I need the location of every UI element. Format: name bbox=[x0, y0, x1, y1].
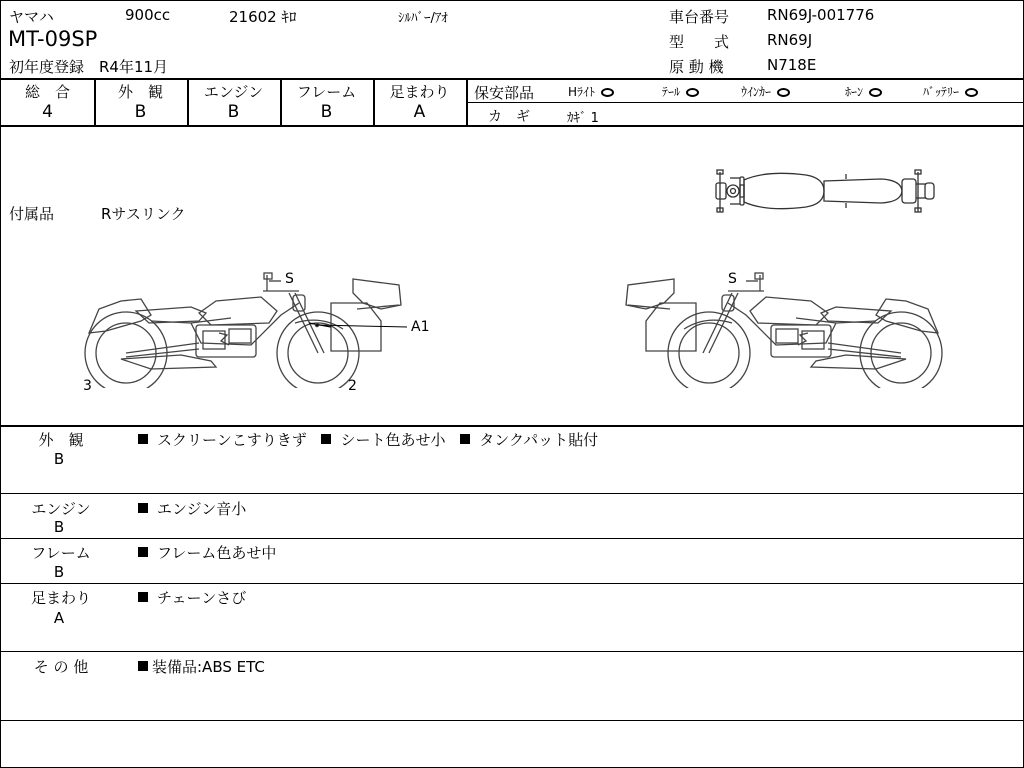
section-frame-grade: B bbox=[53, 563, 65, 581]
bullet-square-icon bbox=[138, 592, 148, 602]
divider bbox=[466, 79, 468, 125]
divider bbox=[1, 583, 1023, 584]
divider bbox=[1, 493, 1023, 494]
accessories-value: Rサスリンク bbox=[101, 205, 186, 223]
motorcycle-right-side-view-icon bbox=[616, 263, 946, 388]
displacement: 900cc bbox=[125, 6, 171, 24]
bullet-square-icon bbox=[460, 434, 470, 444]
first-registration-value: R4年11月 bbox=[99, 58, 169, 76]
ok-circle-icon bbox=[777, 88, 790, 97]
divider bbox=[1, 78, 1023, 80]
section-exterior-grade: B bbox=[53, 450, 65, 468]
safety-item-tail: ﾃｰﾙ bbox=[662, 83, 699, 100]
section-other-label: そ の 他 bbox=[33, 658, 89, 676]
motorcycle-left-side-view-icon bbox=[81, 263, 411, 388]
bullet-square-icon bbox=[138, 434, 148, 444]
accessories-label: 付属品 bbox=[9, 205, 55, 223]
key-label: カ ギ bbox=[488, 109, 530, 125]
safety-item-horn: ﾎｰﾝ bbox=[845, 83, 882, 100]
divider bbox=[468, 102, 1023, 103]
divider bbox=[1, 538, 1023, 539]
frame-no-value: RN69J-001776 bbox=[767, 6, 875, 24]
section-suspension-label: 足まわり bbox=[30, 589, 91, 607]
grade-overall-value: 4 bbox=[42, 102, 53, 122]
grade-suspension-value: A bbox=[413, 102, 426, 122]
engine-label: 原 動 機 bbox=[669, 58, 724, 76]
ok-circle-icon bbox=[601, 88, 614, 97]
section-engine-notes: エンジン音小 bbox=[138, 498, 246, 519]
type-label: 型 式 bbox=[669, 33, 730, 51]
section-suspension-notes: チェーンさび bbox=[138, 587, 246, 608]
damage-mark-a1: A1 bbox=[411, 319, 430, 335]
section-engine-grade: B bbox=[53, 518, 65, 536]
engine-value: N718E bbox=[767, 56, 817, 74]
section-suspension-grade: A bbox=[53, 609, 65, 627]
damage-mark-2: 2 bbox=[348, 378, 357, 394]
section-other-notes: 装備品:ABS ETC bbox=[138, 656, 265, 677]
safety-item-battery: ﾊﾞｯﾃﾘｰ bbox=[923, 83, 978, 100]
ok-circle-icon bbox=[686, 88, 699, 97]
bullet-square-icon bbox=[138, 547, 148, 557]
safety-label: 保安部品 bbox=[474, 84, 535, 102]
section-engine-label: エンジン bbox=[31, 500, 91, 518]
frame-no-label: 車台番号 bbox=[669, 8, 730, 26]
grade-overall-label: 総 合 bbox=[24, 83, 70, 101]
section-exterior-label: 外 観 bbox=[38, 431, 84, 449]
mileage: 21602 ｷﾛ bbox=[229, 8, 297, 26]
grade-frame-value: B bbox=[320, 102, 333, 122]
damage-mark-s-right: S bbox=[728, 271, 737, 287]
first-registration-label: 初年度登録 bbox=[9, 58, 85, 76]
section-frame-label: フレーム bbox=[31, 544, 91, 562]
key-value: ｶｷﾞ 1 bbox=[567, 111, 599, 126]
grade-frame-label: フレーム bbox=[296, 83, 357, 101]
section-exterior-notes: スクリーンこすりきず シート色あせ小 タンクパット貼付 bbox=[138, 429, 598, 450]
divider bbox=[1, 720, 1023, 721]
divider bbox=[1, 425, 1023, 427]
safety-item-winker: ｳｲﾝｶｰ bbox=[741, 83, 790, 100]
bullet-square-icon bbox=[138, 503, 148, 513]
type-value: RN69J bbox=[767, 31, 813, 49]
damage-mark-s-left: S bbox=[285, 271, 294, 287]
bullet-square-icon bbox=[138, 661, 148, 671]
grade-engine-label: エンジン bbox=[203, 83, 264, 101]
damage-mark-3: 3 bbox=[83, 378, 92, 394]
maker: ヤマハ bbox=[9, 8, 54, 26]
motorcycle-top-view-icon bbox=[706, 166, 946, 218]
divider bbox=[1, 651, 1023, 652]
grade-engine-value: B bbox=[227, 102, 240, 122]
grade-exterior-label: 外 観 bbox=[117, 83, 163, 101]
color: ｼﾙﾊﾞｰ/ｱｵ bbox=[398, 11, 448, 26]
grade-suspension-label: 足まわり bbox=[389, 83, 450, 101]
ok-circle-icon bbox=[869, 88, 882, 97]
safety-item-headlight: Hﾗｲﾄ bbox=[568, 83, 614, 100]
section-frame-notes: フレーム色あせ中 bbox=[138, 542, 276, 563]
model-name: MT-09SP bbox=[8, 27, 98, 51]
ok-circle-icon bbox=[965, 88, 978, 97]
bullet-square-icon bbox=[321, 434, 331, 444]
grade-exterior-value: B bbox=[134, 102, 147, 122]
